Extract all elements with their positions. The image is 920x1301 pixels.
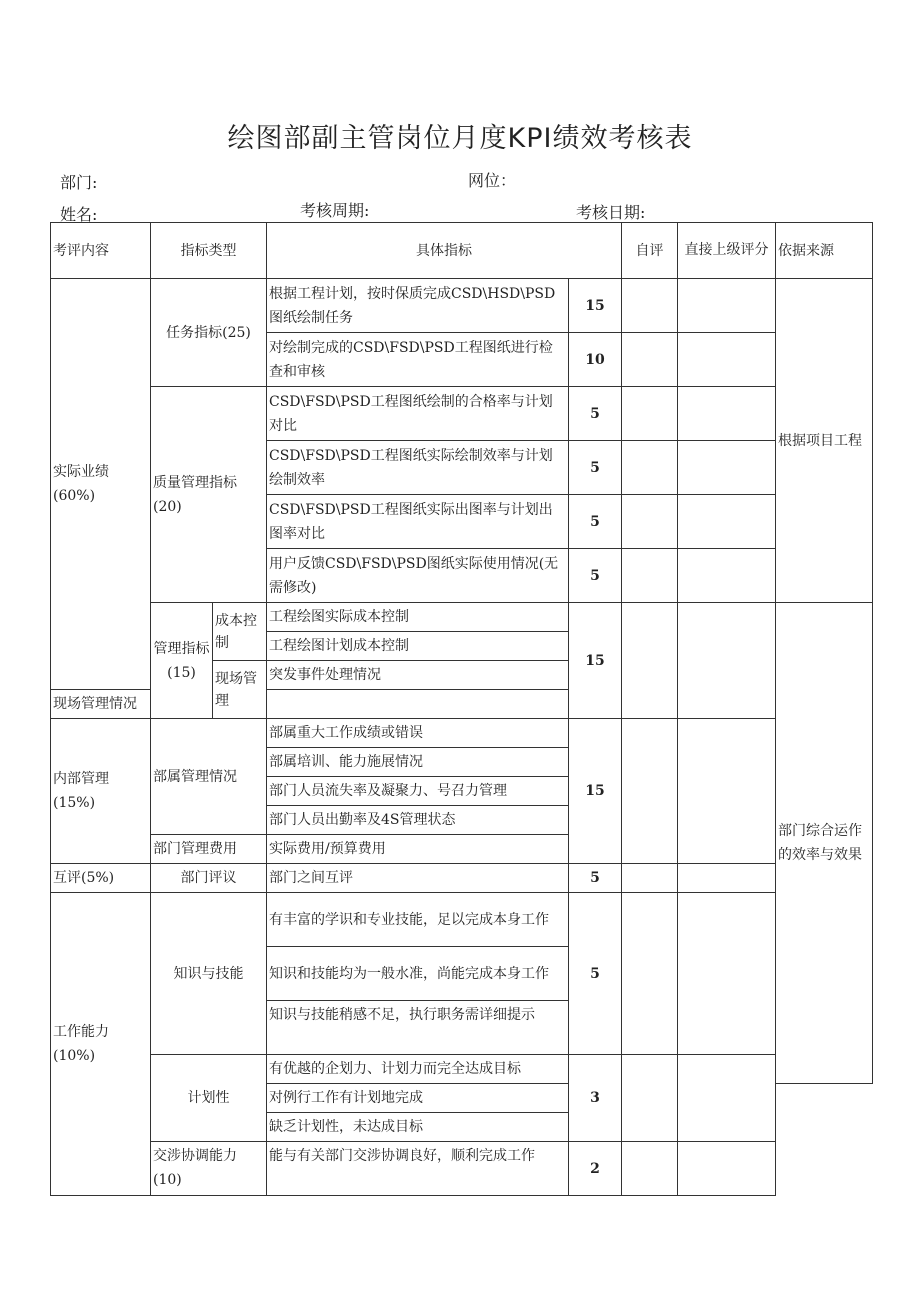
self-score-cell[interactable] <box>622 1055 678 1142</box>
self-score-cell[interactable] <box>622 549 678 603</box>
header-self: 自评 <box>622 223 678 279</box>
indicator-cell: 缺乏计划性，未达成目标 <box>267 1113 569 1142</box>
type-negotiation: 交涉协调能力(10) <box>151 1142 267 1196</box>
superior-score-cell[interactable] <box>678 1142 776 1196</box>
indicator-cell: 根据工程计划，按时保质完成CSD\HSD\PSD图纸绘制任务 <box>267 279 569 333</box>
score-cell: 5 <box>569 441 622 495</box>
header-source: 依据来源 <box>776 223 873 279</box>
superior-score-cell[interactable] <box>678 495 776 549</box>
period-label: 考核周期: <box>300 201 370 220</box>
score-cell: 2 <box>569 1142 622 1196</box>
superior-score-cell[interactable] <box>678 603 776 719</box>
type-site-mgmt: 现场管理 <box>213 661 267 719</box>
type-task: 任务指标(25) <box>151 279 267 387</box>
superior-score-cell[interactable] <box>678 893 776 1055</box>
self-score-cell[interactable] <box>622 1142 678 1196</box>
score-cell: 15 <box>569 279 622 333</box>
self-score-cell[interactable] <box>622 387 678 441</box>
superior-score-cell[interactable] <box>678 279 776 333</box>
type-planning: 计划性 <box>151 1055 267 1142</box>
name-label: 姓名: <box>60 205 98 224</box>
type-knowledge: 知识与技能 <box>151 893 267 1055</box>
indicator-cell: 部门之间互评 <box>267 864 569 893</box>
self-score-cell[interactable] <box>622 603 678 719</box>
group-peer: 互评(5%) <box>51 864 151 893</box>
score-cell: 5 <box>569 495 622 549</box>
score-cell: 5 <box>569 893 622 1055</box>
indicator-cell: 对绘制完成的CSD\FSD\PSD工程图纸进行检查和审核 <box>267 333 569 387</box>
indicator-cell: 部属重大工作成绩或错误 <box>267 719 569 748</box>
self-score-cell[interactable] <box>622 495 678 549</box>
kpi-table <box>50 222 873 1196</box>
score-cell: 15 <box>569 719 622 864</box>
self-score-cell[interactable] <box>622 893 678 1055</box>
self-score-cell[interactable] <box>622 279 678 333</box>
indicator-cell: 实际费用/预算费用 <box>267 835 569 864</box>
indicator-cell: 部属培训、能力施展情况 <box>267 748 569 777</box>
superior-score-cell[interactable] <box>678 549 776 603</box>
header-content: 考评内容 <box>51 223 151 279</box>
score-cell: 5 <box>569 549 622 603</box>
indicator-cell: 用户反馈CSD\FSD\PSD图纸实际使用情况(无需修改) <box>267 549 569 603</box>
superior-score-cell[interactable] <box>678 441 776 495</box>
indicator-cell: CSD\FSD\PSD工程图纸绘制的合格率与计划对比 <box>267 387 569 441</box>
indicator-cell: 工程绘图实际成本控制 <box>267 603 569 632</box>
type-dept-review: 部门评议 <box>151 864 267 893</box>
type-dept-cost: 部门管理费用 <box>151 835 267 864</box>
superior-score-cell[interactable] <box>678 864 776 893</box>
header-superior: 直接上级评分 <box>678 223 776 279</box>
indicator-cell: 现场管理情况 <box>51 690 151 719</box>
source-dept: 部门综合运作的效率与效果 <box>776 603 873 1084</box>
indicator-cell: 对例行工作有计划地完成 <box>267 1084 569 1113</box>
header-indicator: 具体指标 <box>267 223 622 279</box>
position-label: 网位： <box>468 171 517 190</box>
indicator-cell: 部门人员流失率及凝聚力、号召力管理 <box>267 777 569 806</box>
type-cost-control: 成本控制 <box>213 603 267 661</box>
score-cell: 3 <box>569 1055 622 1142</box>
header-type: 指标类型 <box>151 223 267 279</box>
type-quality: 质量管理指标(20) <box>151 387 267 603</box>
self-score-cell[interactable] <box>622 864 678 893</box>
score-cell: 5 <box>569 387 622 441</box>
superior-score-cell[interactable] <box>678 719 776 864</box>
superior-score-cell[interactable] <box>678 387 776 441</box>
page-title: 绘图部副主管岗位月度KPI绩效考核表 <box>227 123 693 154</box>
indicator-cell: 有丰富的学识和专业技能，足以完成本身工作 <box>267 893 569 947</box>
type-staff: 部属管理情况 <box>151 719 267 835</box>
indicator-cell: 知识与技能稍感不足，执行职务需详细提示 <box>267 1001 569 1055</box>
score-cell: 5 <box>569 864 622 893</box>
indicator-cell: 有优越的企划力、计划力而完全达成目标 <box>267 1055 569 1084</box>
self-score-cell[interactable] <box>622 719 678 864</box>
group-performance: 实际业绩(60%) <box>51 279 151 690</box>
type-mgmt: 管理指标(15) <box>151 603 213 719</box>
indicator-cell: 突发事件处理情况 <box>267 661 569 690</box>
indicator-cell: 部门人员出勤率及4S管理状态 <box>267 806 569 835</box>
indicator-cell: 工程绘图计划成本控制 <box>267 632 569 661</box>
group-internal: 内部管理(15%) <box>51 719 151 864</box>
indicator-cell: 知识和技能均为一般水准，尚能完成本身工作 <box>267 947 569 1001</box>
group-ability: 工作能力(10%) <box>51 893 151 1196</box>
superior-score-cell[interactable] <box>678 333 776 387</box>
indicator-cell: 能与有关部门交涉协调良好，顺利完成工作 <box>267 1142 569 1196</box>
self-score-cell[interactable] <box>622 333 678 387</box>
source-project: 根据项目工程 <box>776 279 873 603</box>
score-cell: 15 <box>569 603 622 719</box>
indicator-cell: CSD\FSD\PSD工程图纸实际绘制效率与计划绘制效率 <box>267 441 569 495</box>
date-label: 考核日期: <box>576 203 646 222</box>
self-score-cell[interactable] <box>622 441 678 495</box>
dept-label: 部门: <box>60 173 98 192</box>
superior-score-cell[interactable] <box>678 1055 776 1142</box>
score-cell: 10 <box>569 333 622 387</box>
indicator-cell: CSD\FSD\PSD工程图纸实际出图率与计划出图率对比 <box>267 495 569 549</box>
